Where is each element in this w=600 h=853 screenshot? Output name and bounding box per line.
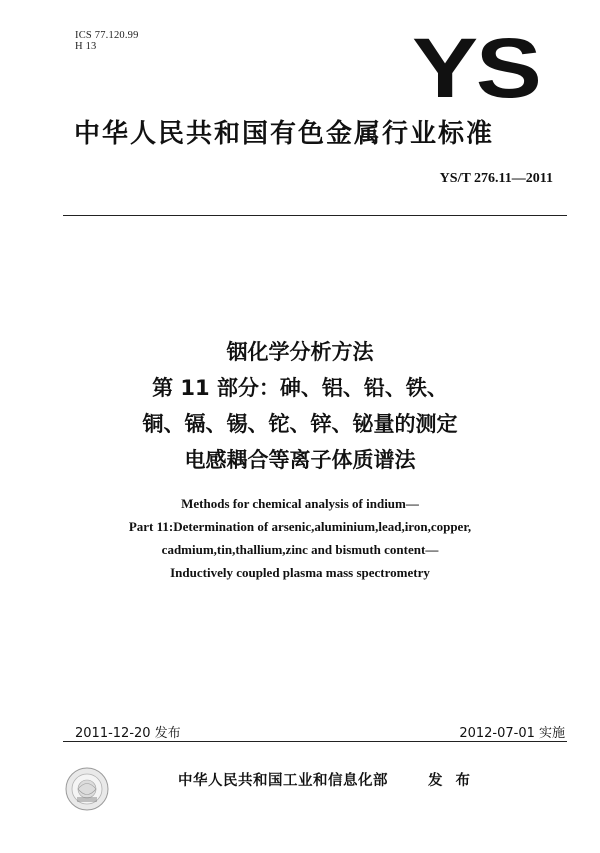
publish-label: 发 布 <box>428 773 475 789</box>
bottom-divider <box>63 741 567 742</box>
chinese-title-line-4: 电感耦合等离子体质谱法 <box>184 448 416 472</box>
english-title-line-4: Inductively coupled plasma mass spectrometry <box>170 565 430 580</box>
english-title <box>0 492 600 584</box>
classification-codes <box>75 30 139 52</box>
top-divider <box>63 215 567 216</box>
chinese-title-line-2: 第 11 部分：砷、铝、铅、铁、 <box>152 376 448 400</box>
ccs-code: H 13 <box>75 41 97 52</box>
english-title-line-2: Part 11:Determination of arsenic,aluminium,lead,iron,copper, <box>128 519 472 534</box>
english-title-line-1: Methods for chemical analysis of indium— <box>181 496 419 511</box>
ys-logo: YS <box>412 21 540 115</box>
standard-organization-title: 中华人民共和国有色金属行业标准 <box>74 119 495 149</box>
implementation-date: 2012-07-01 实施 <box>459 726 565 741</box>
ics-code: ICS 77.120.99 <box>75 30 139 41</box>
issue-date: 2011-12-20 发布 <box>75 726 181 741</box>
chinese-title-line-3: 铜、镉、锡、铊、锌、铋量的测定 <box>142 412 458 436</box>
anti-counterfeit-seal-icon <box>64 766 110 812</box>
publisher-name: 中华人民共和国工业和信息化部 <box>178 773 388 789</box>
standard-number: YS/T 276.11—2011 <box>439 171 553 186</box>
english-title-line-3: cadmium,tin,thallium,zinc and bismuth content— <box>161 542 439 557</box>
chinese-title <box>0 334 600 478</box>
chinese-title-line-1: 铟化学分析方法 <box>226 340 374 364</box>
